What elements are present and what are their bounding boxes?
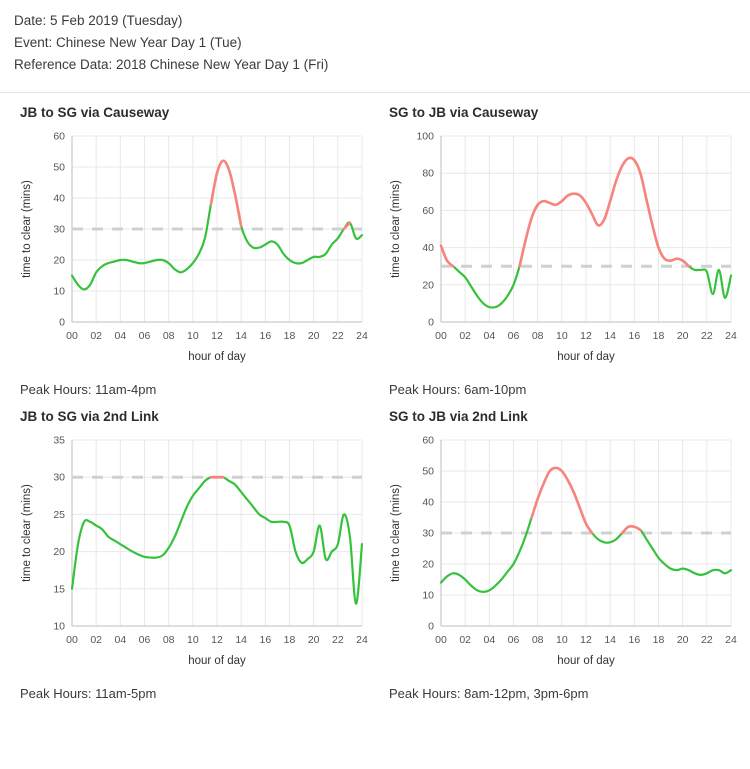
y-tick-label: 0 [428,316,434,329]
y-tick-label: 10 [53,620,65,633]
x-tick-label: 22 [700,633,713,646]
chart-sg-jb-causeway [383,126,736,378]
y-tick-label: 15 [53,582,65,595]
y-axis-title: time to clear (mins) [390,483,402,582]
y-tick-label: 30 [53,223,65,236]
x-tick-label: 06 [507,633,520,646]
x-tick-label: 04 [483,329,496,342]
peak-hours-label: Peak Hours: 11am-5pm [20,685,157,701]
charts-grid [0,93,750,701]
x-tick-label: 00 [66,329,78,342]
y-tick-label: 100 [416,130,434,143]
y-tick-label: 30 [422,527,434,540]
y-tick-label: 0 [59,316,65,329]
x-tick-label: 04 [114,329,127,342]
y-tick-label: 50 [422,465,434,478]
y-tick-label: 0 [428,620,434,633]
x-tick-label: 12 [211,633,223,646]
panel-sg-jb-causeway [375,93,744,397]
y-axis-title: time to clear (mins) [21,179,33,278]
panel-title: SG to JB via 2nd Link [389,408,528,424]
y-axis-title: time to clear (mins) [21,483,33,582]
event-line: Event: Chinese New Year Day 1 (Tue) [14,34,242,50]
x-tick-label: 02 [90,633,103,646]
x-tick-label: 14 [235,633,248,646]
x-axis-title: hour of day [557,350,615,363]
x-tick-label: 06 [507,329,520,342]
peak-hours-label: Peak Hours: 8am-12pm, 3pm-6pm [389,685,589,701]
x-tick-label: 12 [580,329,592,342]
y-tick-label: 40 [422,241,434,254]
y-axis-title: time to clear (mins) [390,179,402,278]
x-tick-label: 18 [652,633,665,646]
x-tick-label: 22 [331,329,344,342]
panel-title: SG to JB via Causeway [389,104,539,120]
y-tick-label: 35 [53,434,65,447]
y-tick-label: 80 [422,167,434,180]
x-tick-label: 16 [628,329,641,342]
panel-jb-sg-2nd-link [6,397,375,701]
x-tick-label: 20 [676,633,689,646]
x-tick-label: 08 [162,633,175,646]
x-tick-label: 06 [138,633,151,646]
x-tick-label: 10 [555,329,568,342]
x-tick-label: 02 [90,329,103,342]
x-tick-label: 16 [259,633,272,646]
x-tick-label: 08 [531,329,544,342]
header-block [0,0,750,84]
panel-jb-sg-causeway [6,93,375,397]
y-tick-label: 20 [53,254,65,267]
y-tick-label: 40 [53,192,65,205]
x-tick-label: 00 [66,633,78,646]
x-axis-title: hour of day [188,654,246,667]
y-tick-label: 25 [53,508,65,521]
x-tick-label: 00 [435,329,447,342]
x-tick-label: 12 [580,633,592,646]
panel-title: JB to SG via 2nd Link [20,408,159,424]
x-tick-label: 24 [356,329,368,342]
y-tick-label: 60 [53,130,65,143]
x-tick-label: 08 [162,329,175,342]
y-tick-label: 20 [422,558,434,571]
x-tick-label: 14 [604,329,617,342]
x-tick-label: 04 [483,633,496,646]
y-tick-label: 10 [422,589,434,602]
x-axis-title: hour of day [188,350,246,363]
x-tick-label: 02 [459,329,472,342]
x-tick-label: 10 [555,633,568,646]
x-tick-label: 20 [676,329,689,342]
x-tick-label: 20 [307,329,320,342]
y-tick-label: 20 [53,545,65,558]
y-tick-label: 60 [422,434,434,447]
x-tick-label: 06 [138,329,151,342]
x-tick-label: 22 [331,633,344,646]
y-tick-label: 60 [422,204,434,217]
x-tick-label: 16 [259,329,272,342]
x-tick-label: 14 [235,329,248,342]
x-tick-label: 12 [211,329,223,342]
x-tick-label: 22 [700,329,713,342]
series-line-congested [520,157,689,265]
x-tick-label: 00 [435,633,447,646]
panel-title: JB to SG via Causeway [20,104,170,120]
y-tick-label: 10 [53,285,65,298]
x-axis-title: hour of day [557,654,615,667]
reference-line: Reference Data: 2018 Chinese New Year Day 1 (Fri) [14,56,329,72]
chart-sg-jb-2nd-link [383,430,736,682]
y-tick-label: 50 [53,161,65,174]
y-tick-label: 40 [422,496,434,509]
x-tick-label: 20 [307,633,320,646]
x-tick-label: 18 [652,329,665,342]
x-tick-label: 24 [356,633,368,646]
peak-hours-label: Peak Hours: 11am-4pm [20,381,157,397]
x-tick-label: 18 [283,329,296,342]
x-tick-label: 02 [459,633,472,646]
chart-jb-sg-causeway [14,126,367,378]
x-tick-label: 16 [628,633,641,646]
y-tick-label: 30 [53,471,65,484]
x-tick-label: 04 [114,633,127,646]
x-tick-label: 24 [725,633,737,646]
date-line: Date: 5 Feb 2019 (Tuesday) [14,13,183,28]
y-tick-label: 20 [422,278,434,291]
chart-jb-sg-2nd-link [14,430,367,682]
series-line-congested [441,245,453,265]
x-tick-label: 08 [531,633,544,646]
x-tick-label: 10 [186,633,199,646]
x-tick-label: 24 [725,329,737,342]
x-tick-label: 10 [186,329,199,342]
panel-sg-jb-2nd-link [375,397,744,701]
series-line-congested [211,160,241,225]
peak-hours-label: Peak Hours: 6am-10pm [389,381,527,397]
x-tick-label: 14 [604,633,617,646]
x-tick-label: 18 [283,633,296,646]
